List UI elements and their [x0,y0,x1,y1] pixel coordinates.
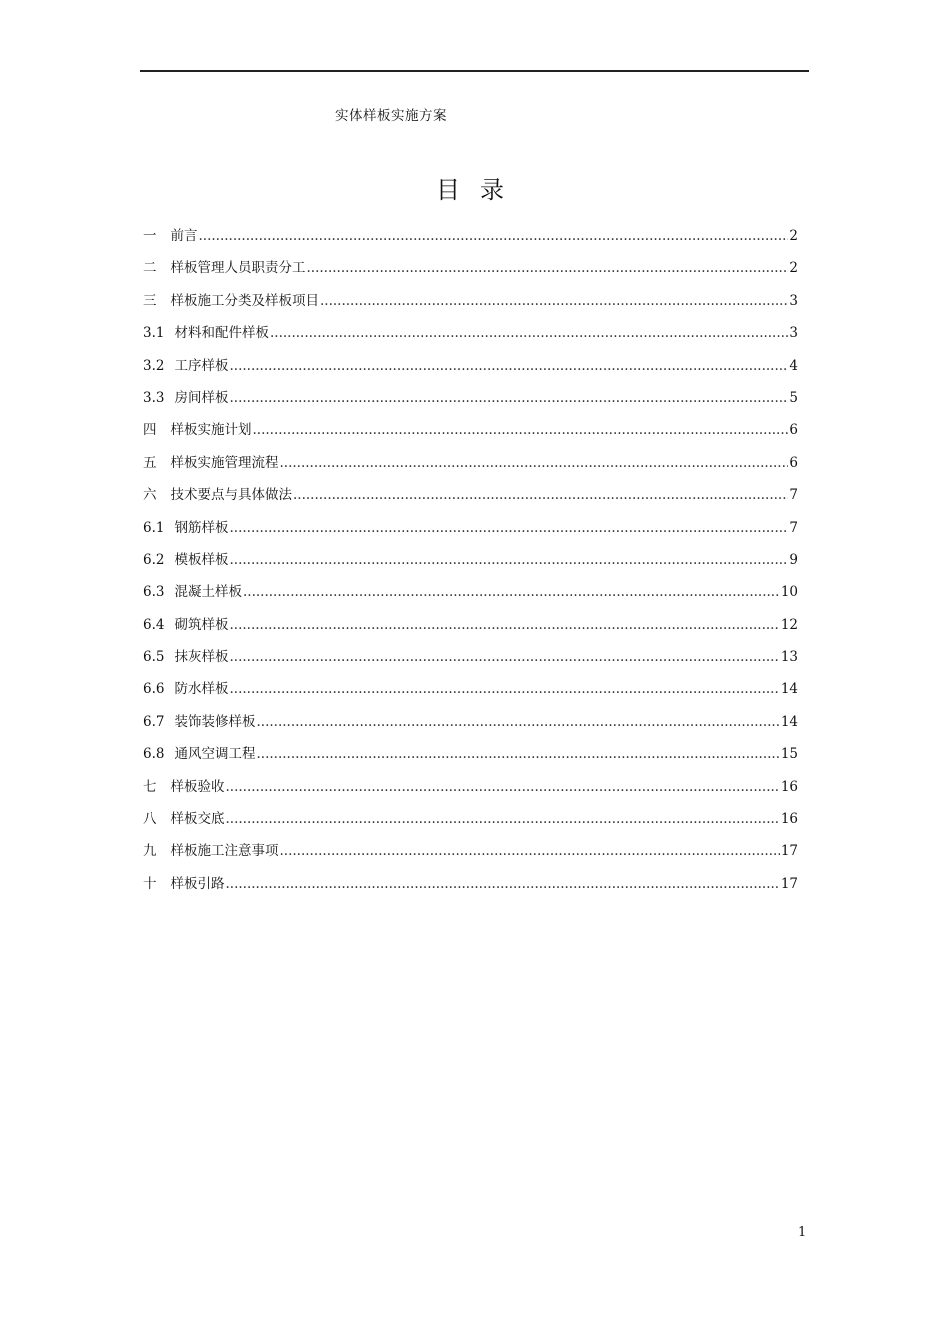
toc-entry-number: 6.7 [143,713,165,730]
toc-entry-page: 3 [789,325,798,342]
toc-entry-number: 6.6 [143,681,165,698]
toc-entry[interactable] [143,841,798,873]
toc-leader-dots [229,356,788,376]
toc-entry-label: 抹灰样板 [174,649,229,666]
toc-entry-page: 2 [789,260,798,277]
toc-leader-dots [229,679,779,699]
toc-entry-label: 样板交底 [170,811,225,828]
toc-entry-label: 材料和配件样板 [174,325,269,342]
toc-entry-label: 前言 [170,228,198,244]
toc-entry-number: 九 [143,843,157,860]
toc-entry-number: 6.3 [143,584,165,601]
toc-entry-label: 样板引路 [170,875,225,892]
toc-leader-dots [229,647,779,667]
toc-leader-dots [293,485,788,505]
table-of-contents [143,226,798,906]
toc-entry-label: 样板实施计划 [170,422,252,439]
toc-entry-number: 六 [143,487,157,504]
toc-entry-number: 二 [143,260,157,277]
toc-entry[interactable] [143,323,798,355]
toc-entry[interactable] [143,550,798,582]
toc-leader-dots [270,323,788,343]
toc-entry-page: 3 [789,292,798,309]
toc-entry-label: 样板验收 [170,778,225,795]
toc-entry-number: 五 [143,454,157,471]
toc-entry-page: 14 [780,713,798,730]
toc-entry-number: 6.4 [143,616,165,633]
toc-entry-page: 13 [780,649,798,666]
toc-entry-page: 17 [780,843,798,860]
toc-entry-page: 2 [789,228,798,244]
toc-entry[interactable] [143,388,798,420]
toc-entry-label: 通风空调工程 [174,746,256,763]
toc-entry-page: 5 [789,389,798,406]
toc-entry-label: 砌筑样板 [174,616,229,633]
toc-entry[interactable] [143,291,798,323]
toc-entry-number: 6.2 [143,551,165,568]
toc-leader-dots [226,809,780,829]
toc-entry-number: 三 [143,292,157,309]
toc-entry-page: 7 [789,519,798,536]
toc-leader-dots [280,841,780,861]
toc-leader-dots [280,453,789,473]
toc-entry-page: 14 [780,681,798,698]
toc-leader-dots [256,744,779,764]
toc-entry-number: 6.8 [143,746,165,763]
toc-entry-page: 6 [789,422,798,439]
toc-leader-dots [229,518,788,538]
toc-entry-number: 一 [143,228,157,244]
toc-entry[interactable] [143,712,798,744]
toc-entry-label: 房间样板 [174,389,229,406]
toc-entry[interactable] [143,485,798,517]
toc-entry[interactable] [143,647,798,679]
toc-entry-page: 9 [789,551,798,568]
toc-leader-dots [243,582,780,602]
toc-entry[interactable] [143,809,798,841]
toc-leader-dots [229,615,779,635]
toc-leader-dots [226,777,780,797]
toc-entry-label: 样板管理人员职责分工 [170,260,306,277]
toc-entry-number: 3.2 [143,357,165,374]
toc-entry-page: 16 [780,778,798,795]
toc-entry-label: 防水样板 [174,681,229,698]
header-rule [140,70,809,72]
toc-leader-dots [229,550,788,570]
toc-entry-page: 10 [780,584,798,601]
toc-entry-number: 四 [143,422,157,439]
toc-entry-label: 装饰装修样板 [174,713,256,730]
toc-entry-number: 十 [143,875,157,892]
toc-entry-page: 17 [780,875,798,892]
toc-entry-label: 工序样板 [174,357,229,374]
toc-leader-dots [229,388,788,408]
toc-entry[interactable] [143,582,798,614]
toc-entry-label: 钢筋样板 [174,519,229,536]
toc-entry-label: 样板施工分类及样板项目 [170,292,319,309]
toc-leader-dots [256,712,779,732]
toc-leader-dots [320,291,788,311]
toc-entry-label: 样板施工注意事项 [170,843,279,860]
toc-entry[interactable] [143,615,798,647]
toc-leader-dots [253,420,789,440]
toc-entry[interactable] [143,777,798,809]
toc-heading: 目录 [436,176,524,204]
document-title: 实体样板实施方案 [335,108,447,124]
toc-entry-page: 15 [780,746,798,763]
page-number: 1 [798,1225,807,1240]
toc-entry-number: 3.3 [143,389,165,406]
toc-entry-number: 6.1 [143,519,165,536]
toc-entry-number: 八 [143,811,157,828]
toc-entry-number: 七 [143,778,157,795]
toc-entry[interactable] [143,518,798,550]
toc-entry-number: 3.1 [143,325,165,342]
toc-entry-label: 模板样板 [174,551,229,568]
toc-entry[interactable] [143,744,798,776]
toc-entry[interactable] [143,453,798,485]
toc-leader-dots [226,874,780,894]
toc-leader-dots [199,226,789,246]
toc-entry[interactable] [143,258,798,290]
toc-entry[interactable] [143,874,798,906]
toc-entry[interactable] [143,356,798,388]
toc-entry-page: 6 [789,454,798,471]
toc-entry-page: 12 [780,616,798,633]
toc-entry-label: 样板实施管理流程 [170,454,279,471]
toc-entry[interactable] [143,226,798,258]
toc-entry-label: 混凝土样板 [174,584,242,601]
toc-entry-page: 16 [780,811,798,828]
toc-entry-number: 6.5 [143,649,165,666]
toc-entry-label: 技术要点与具体做法 [170,487,292,504]
toc-entry-page: 7 [789,487,798,504]
toc-leader-dots [307,258,789,278]
toc-entry[interactable] [143,420,798,452]
toc-entry[interactable] [143,679,798,711]
toc-entry-page: 4 [789,357,798,374]
